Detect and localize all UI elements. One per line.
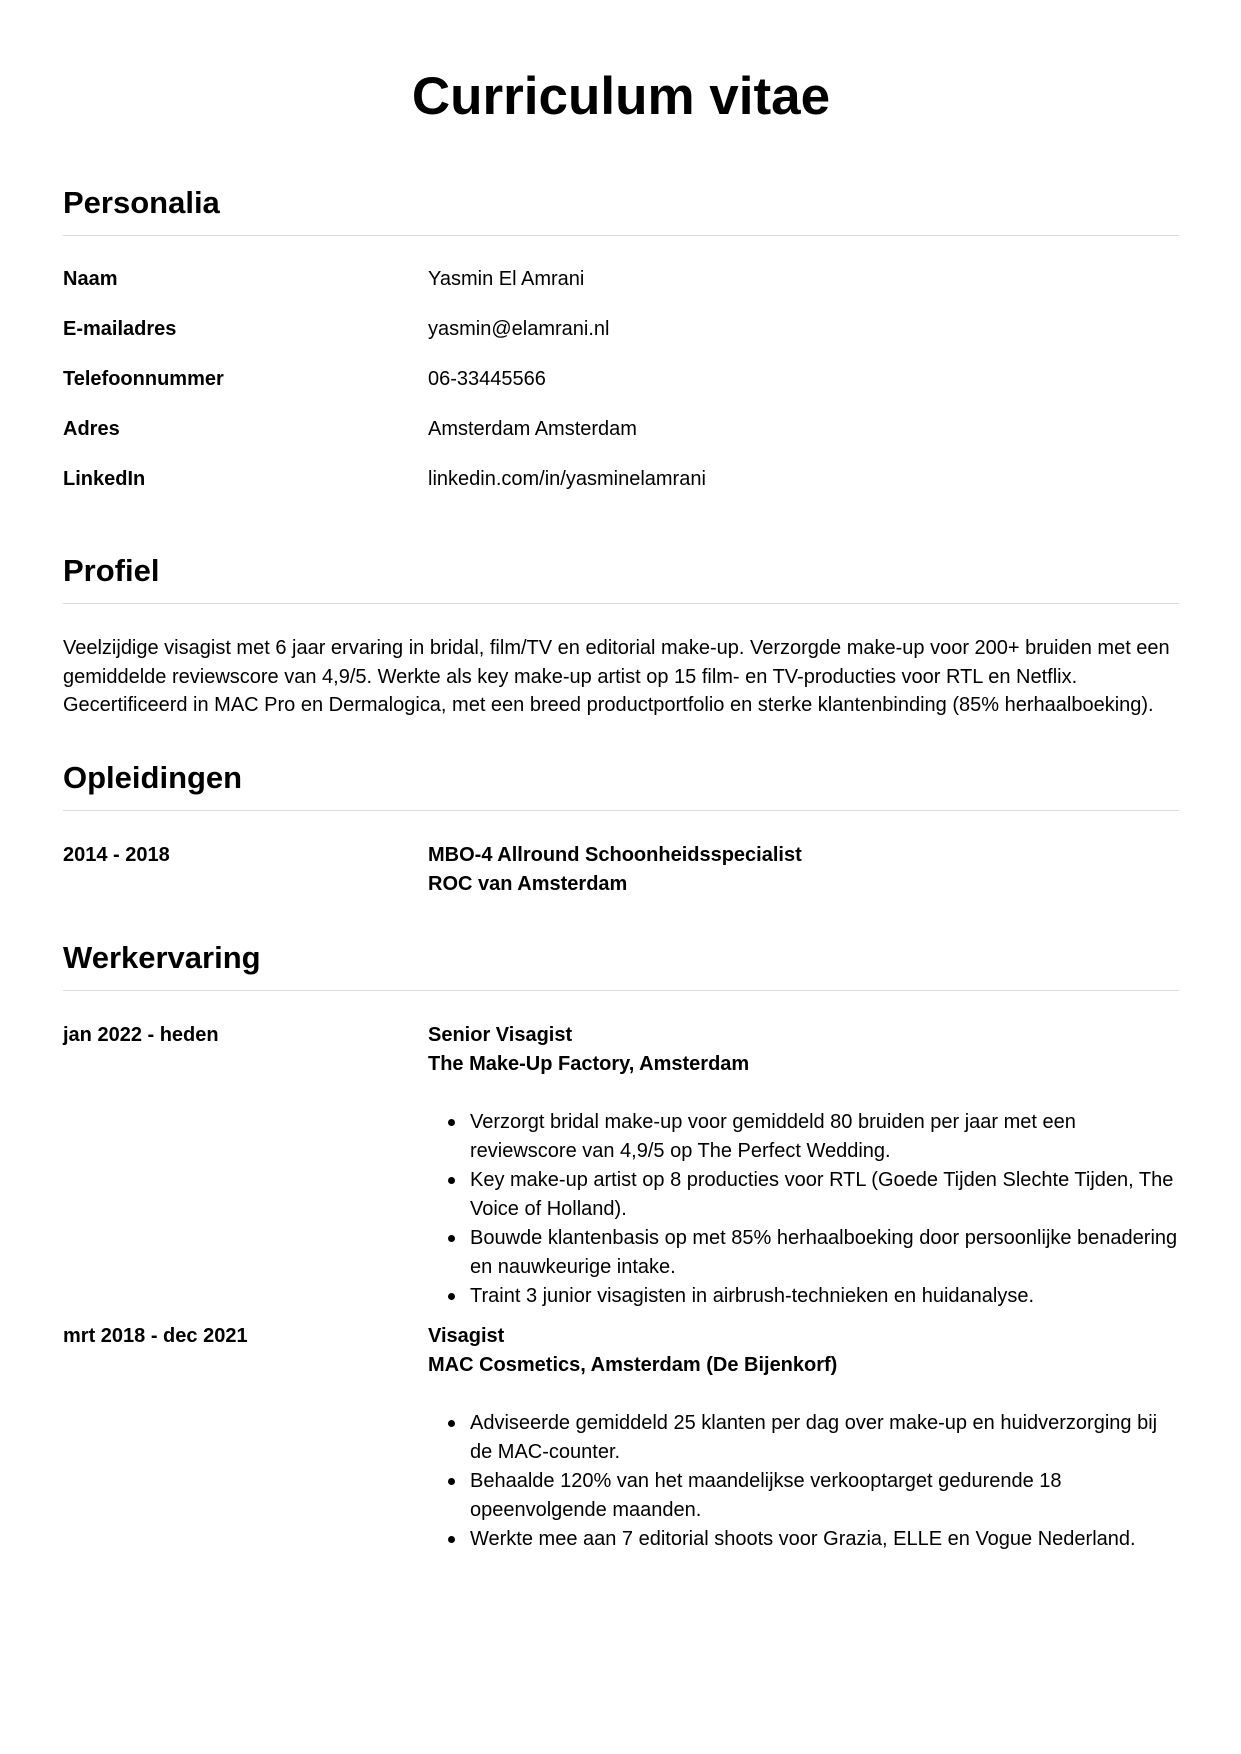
personal-row-phone	[63, 365, 1179, 415]
experience-period: mrt 2018 - dec 2021	[63, 1324, 248, 1347]
field-label: Naam	[63, 268, 118, 290]
personal-row-email	[63, 315, 1179, 365]
field-label: Telefoonnummer	[63, 368, 224, 390]
education-institution: ROC van Amsterdam	[428, 872, 628, 895]
job-title: Senior Visagist	[428, 1023, 573, 1046]
achievement-list	[428, 1409, 1179, 1554]
achievement-item: Werkte mee aan 7 editorial shoots voor Grazia, ELLE en Vogue Nederland.	[470, 1525, 1179, 1554]
experience-list	[63, 991, 1179, 1554]
section-heading-opleidingen: Opleidingen	[63, 759, 243, 795]
employer: MAC Cosmetics, Amsterdam (De Bijenkorf)	[428, 1353, 838, 1376]
field-value-email: yasmin@elamrani.nl	[428, 318, 610, 340]
profile-summary: Veelzijdige visagist met 6 jaar ervaring in bridal, film/TV en editorial make-up. Verzorgde make-up voor 200+ bruiden met een gemiddelde reviewscore van 4,9/5. Werkte als key make-up artist op 15 film- en TV-producties voor RTL en Netflix. Gecertificeerd in MAC Pro en Dermalogica, met een breed productportfolio en sterke klantenbinding (85% herhaalboeking).	[63, 637, 1170, 716]
section-heading-werkervaring: Werkervaring	[63, 939, 261, 975]
achievement-item: Key make-up artist op 8 producties voor RTL (Goede Tijden Slechte Tijden, The Voice of Holland).	[470, 1166, 1179, 1224]
job-title: Visagist	[428, 1324, 505, 1347]
section-opleidingen	[63, 758, 1179, 899]
document-title: Curriculum vitae	[411, 67, 831, 126]
achievement-item: Behaalde 120% van het maandelijkse verkooptarget gedurende 18 opeenvolgende maanden.	[470, 1467, 1179, 1525]
section-werkervaring	[63, 938, 1179, 1554]
section-profiel	[63, 551, 1179, 720]
field-label: LinkedIn	[63, 468, 146, 490]
personal-row-address	[63, 415, 1179, 465]
experience-entry	[63, 1021, 1179, 1311]
personal-row-linkedin	[63, 465, 1179, 515]
education-entry	[63, 841, 1179, 899]
section-personalia	[63, 183, 1179, 515]
employer: The Make-Up Factory, Amsterdam	[428, 1052, 750, 1075]
cv-page	[63, 0, 1179, 1565]
education-title: MBO-4 Allround Schoonheidsspecialist	[428, 843, 802, 866]
field-value-address: Amsterdam Amsterdam	[428, 418, 637, 440]
field-value-phone: 06-33445566	[428, 368, 546, 390]
field-label: Adres	[63, 418, 120, 440]
field-value-linkedin: linkedin.com/in/yasminelamrani	[428, 468, 706, 490]
education-period: 2014 - 2018	[63, 843, 170, 866]
personal-row-naam	[63, 265, 1179, 315]
experience-entry	[63, 1322, 1179, 1554]
personal-details	[63, 236, 1179, 515]
experience-period: jan 2022 - heden	[63, 1023, 219, 1046]
section-heading-profiel: Profiel	[63, 553, 160, 588]
field-label: E-mailadres	[63, 318, 177, 340]
section-heading-personalia: Personalia	[63, 185, 220, 220]
education-list	[63, 811, 1179, 899]
field-value-name: Yasmin El Amrani	[428, 268, 585, 290]
achievement-item: Verzorgt bridal make-up voor gemiddeld 80 bruiden per jaar met een reviewscore van 4,9/5 op The Perfect Wedding.	[470, 1108, 1179, 1166]
achievement-list	[428, 1108, 1179, 1311]
section-divider	[63, 603, 1179, 604]
achievement-item: Adviseerde gemiddeld 25 klanten per dag over make-up en huidverzorging bij de MAC-counter.	[470, 1409, 1179, 1467]
achievement-item: Bouwde klantenbasis op met 85% herhaalboeking door persoonlijke benadering en nauwkeurige intake.	[470, 1224, 1179, 1282]
achievement-item: Traint 3 junior visagisten in airbrush-technieken en huidanalyse.	[470, 1282, 1179, 1311]
